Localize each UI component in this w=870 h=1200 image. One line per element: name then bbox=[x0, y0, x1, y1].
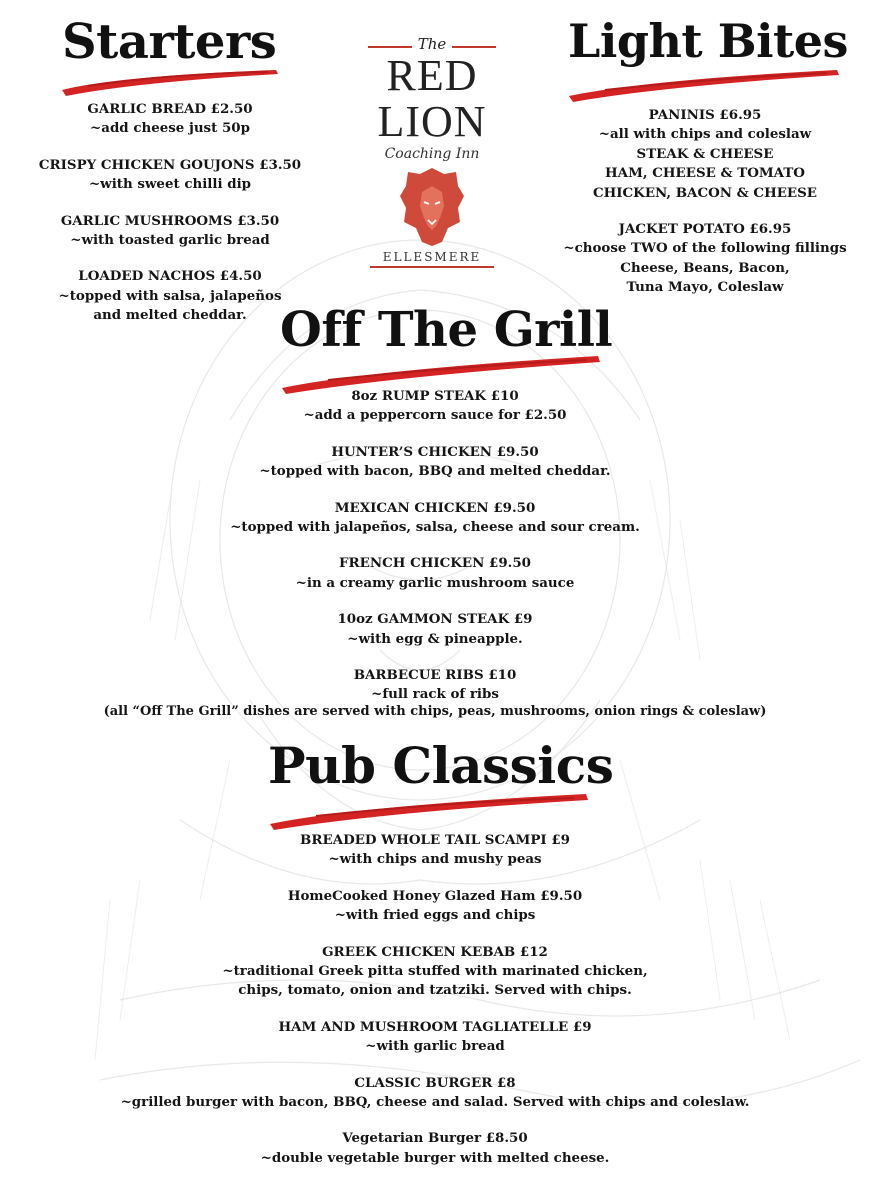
starters-list bbox=[20, 100, 320, 343]
classics-list bbox=[85, 831, 785, 1185]
logo-word-red: RED bbox=[386, 51, 478, 100]
menu-item-name: 8oz RUMP STEAK £10 bbox=[351, 388, 519, 404]
menu-item-description: ~grilled burger with bacon, BBQ, cheese and salad. Served with chips and coleslaw. bbox=[120, 1094, 750, 1111]
menu-item bbox=[20, 156, 320, 195]
menu-item-name: 10oz GAMMON STEAK £9 bbox=[337, 611, 533, 628]
menu-item-name: FRENCH CHICKEN £9.50 bbox=[339, 555, 531, 572]
menu-item-description: ~double vegetable burger with melted cheese. bbox=[260, 1149, 610, 1166]
starters-heading: Starters bbox=[62, 14, 277, 70]
menu-item bbox=[85, 943, 785, 1001]
menu-item-name: LOADED NACHOS £4.50 bbox=[78, 268, 262, 285]
light-bites-brush-stroke bbox=[565, 66, 843, 104]
menu-item-description: CHICKEN, BACON & CHEESE bbox=[592, 184, 818, 201]
lion-head-icon bbox=[398, 166, 466, 248]
menu-item-name: JACKET POTATO £6.95 bbox=[618, 221, 792, 238]
menu-item-description: ~with fried eggs and chips bbox=[334, 907, 536, 924]
menu-item-name: MEXICAN CHICKEN £9.50 bbox=[334, 499, 536, 516]
menu-item-description: HAM, CHEESE & TOMATO bbox=[605, 165, 805, 182]
menu-item-name: GARLIC MUSHROOMS £3.50 bbox=[60, 212, 280, 229]
menu-item bbox=[20, 212, 320, 251]
menu-item-name: BREADED WHOLE TAIL SCAMPI £9 bbox=[300, 832, 570, 848]
logo-rule-right bbox=[452, 46, 496, 48]
logo-town: ELLESMERE bbox=[382, 250, 482, 264]
menu-item bbox=[135, 499, 735, 538]
red-lion-logo bbox=[362, 35, 502, 270]
menu-item bbox=[85, 1018, 785, 1057]
menu-item-description: chips, tomato, onion and tzatziki. Served with chips. bbox=[238, 982, 632, 999]
menu-item-description: ~full rack of ribs bbox=[371, 686, 499, 703]
menu-item bbox=[560, 106, 850, 203]
starters-brush-stroke bbox=[58, 64, 282, 98]
grill-note: (all “Off The Grill” dishes are served with chips, peas, mushrooms, onion rings & coleslaw) bbox=[103, 704, 767, 719]
menu-item-name: GARLIC BREAD £2.50 bbox=[87, 101, 253, 117]
menu-item-description: ~choose TWO of the following fillings bbox=[563, 240, 847, 257]
menu-item bbox=[560, 220, 850, 298]
menu-item-description: ~with garlic bread bbox=[365, 1038, 505, 1055]
menu-item-description: ~add a peppercorn sauce for £2.50 bbox=[303, 407, 567, 424]
menu-item-description: ~with sweet chilli dip bbox=[88, 176, 252, 193]
menu-item bbox=[20, 267, 320, 325]
menu-item-description: ~all with chips and coleslaw bbox=[598, 126, 812, 143]
menu-item-description: ~topped with bacon, BBQ and melted cheddar. bbox=[259, 463, 611, 480]
menu-item-description: ~with toasted garlic bread bbox=[70, 232, 270, 249]
menu-item-description: ~with egg & pineapple. bbox=[347, 630, 523, 647]
menu-item bbox=[85, 831, 785, 870]
menu-item-name: HAM AND MUSHROOM TAGLIATELLE £9 bbox=[278, 1018, 592, 1035]
menu-item bbox=[85, 1074, 785, 1113]
menu-item-description: ~in a creamy garlic mushroom sauce bbox=[295, 574, 575, 591]
menu-item-name: BARBECUE RIBS £10 bbox=[353, 667, 517, 684]
light-bites-list bbox=[560, 106, 850, 315]
logo-town-rule bbox=[370, 266, 494, 268]
menu-item-name: PANINIS £6.95 bbox=[648, 107, 762, 123]
menu-item-name: CRISPY CHICKEN GOUJONS £3.50 bbox=[38, 156, 302, 173]
menu-item-name: HomeCooked Honey Glazed Ham £9.50 bbox=[287, 887, 583, 904]
menu-item bbox=[135, 443, 735, 482]
menu-item-description: ~add cheese just 50p bbox=[90, 120, 250, 137]
menu-item-description: and melted cheddar. bbox=[93, 307, 247, 324]
menu-item bbox=[135, 610, 735, 649]
menu-item bbox=[85, 887, 785, 926]
logo-the: The bbox=[417, 35, 447, 53]
menu-item-description: ~with chips and mushy peas bbox=[328, 851, 542, 868]
grill-list bbox=[135, 387, 735, 722]
menu-item-description: ~topped with jalapeños, salsa, cheese and sour cream. bbox=[230, 519, 640, 536]
classics-brush-stroke bbox=[266, 790, 592, 832]
menu-item-description: Tuna Mayo, Coleslaw bbox=[626, 279, 784, 296]
menu-item-name: HUNTER’S CHICKEN £9.50 bbox=[331, 443, 539, 460]
menu-item-name: GREEK CHICKEN KEBAB £12 bbox=[322, 943, 548, 960]
menu-item-description: STEAK & CHEESE bbox=[636, 145, 774, 162]
menu-item-description: ~topped with salsa, jalapeños bbox=[58, 287, 282, 304]
classics-heading: Pub Classics bbox=[268, 736, 614, 795]
logo-subtitle: Coaching Inn bbox=[384, 146, 480, 162]
menu-item-name: Vegetarian Burger £8.50 bbox=[342, 1130, 528, 1147]
menu-item bbox=[135, 387, 735, 426]
menu-item-name: CLASSIC BURGER £8 bbox=[354, 1074, 516, 1091]
menu-item bbox=[85, 1129, 785, 1168]
menu-item bbox=[135, 666, 735, 705]
light-bites-heading: Light Bites bbox=[568, 14, 848, 68]
menu-item bbox=[20, 100, 320, 139]
grill-heading: Off The Grill bbox=[280, 302, 613, 358]
menu-item-description: ~traditional Greek pitta stuffed with marinated chicken, bbox=[222, 963, 648, 980]
logo-word-lion: LION bbox=[377, 97, 487, 146]
menu-item bbox=[135, 554, 735, 593]
menu-item-description: Cheese, Beans, Bacon, bbox=[620, 259, 790, 276]
